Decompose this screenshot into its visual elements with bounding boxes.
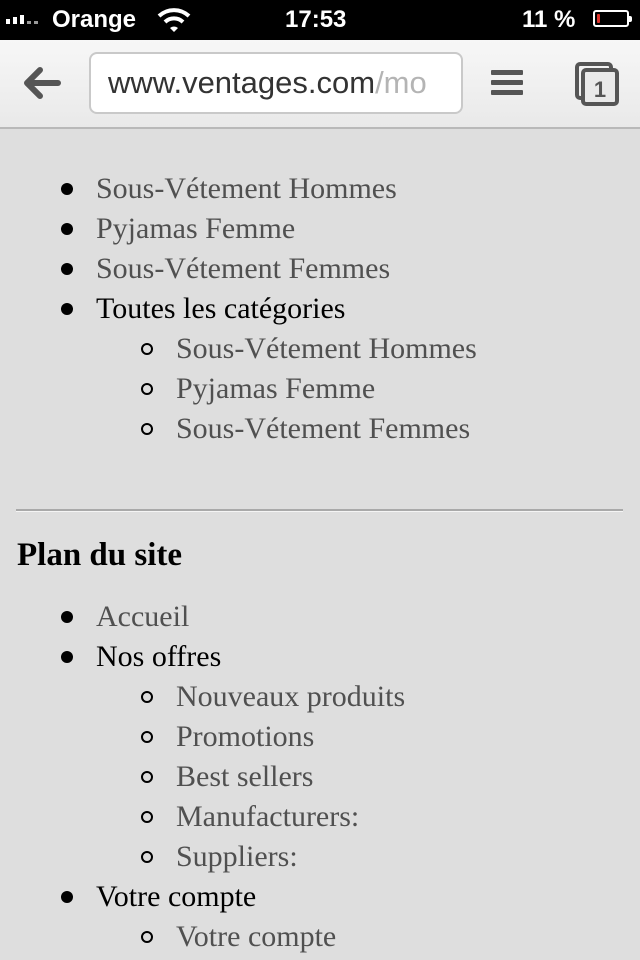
tabs-icon[interactable] <box>574 61 620 107</box>
list-item <box>0 637 640 877</box>
list-item[interactable] <box>0 249 640 289</box>
sitemap-link[interactable]: Nouveaux produits <box>176 680 406 713</box>
sitemap-sublist <box>0 677 640 877</box>
sitemap-group-offres: Nos offres <box>96 640 222 673</box>
sitemap-link[interactable]: Suppliers: <box>176 840 298 873</box>
category-link[interactable]: Sous-Vétement Femmes <box>96 252 391 285</box>
bullet-icon <box>61 263 73 275</box>
sitemap-link[interactable]: Votre compte <box>176 920 337 953</box>
subcategory-list <box>0 329 640 449</box>
battery-level <box>597 14 600 23</box>
subcategory-link[interactable]: Sous-Vétement Hommes <box>176 332 477 365</box>
list-item[interactable] <box>0 757 640 797</box>
circle-bullet-icon <box>141 423 153 435</box>
circle-bullet-icon <box>141 851 153 863</box>
list-item[interactable] <box>0 837 640 877</box>
list-item[interactable] <box>0 917 640 957</box>
list-item <box>0 289 640 449</box>
clock: 17:53 <box>285 6 347 33</box>
category-link[interactable]: Sous-Vétement Hommes <box>96 172 397 205</box>
status-bar <box>0 0 640 40</box>
bullet-icon <box>61 891 73 903</box>
url-path: /mo <box>375 65 427 100</box>
list-item[interactable] <box>0 597 640 637</box>
url-host: www.ventages.com <box>108 65 376 100</box>
circle-bullet-icon <box>141 383 153 395</box>
divider <box>16 509 623 512</box>
list-item[interactable] <box>0 677 640 717</box>
circle-bullet-icon <box>141 691 153 703</box>
subcategory-link[interactable]: Pyjamas Femme <box>176 372 376 405</box>
category-group-label: Toutes les catégories <box>96 292 346 325</box>
sitemap-link-accueil[interactable]: Accueil <box>96 600 190 633</box>
url-bar[interactable] <box>89 52 463 114</box>
category-list <box>0 169 640 449</box>
list-item[interactable] <box>0 717 640 757</box>
list-item[interactable] <box>0 797 640 837</box>
sitemap-title: Plan du site <box>17 537 183 573</box>
back-arrow-icon[interactable] <box>18 60 64 106</box>
list-item[interactable] <box>0 169 640 209</box>
list-item[interactable] <box>0 409 640 449</box>
sitemap-link[interactable]: Promotions <box>176 720 315 753</box>
bullet-icon <box>61 183 73 195</box>
circle-bullet-icon <box>141 931 153 943</box>
circle-bullet-icon <box>141 731 153 743</box>
category-link[interactable]: Pyjamas Femme <box>96 212 296 245</box>
circle-bullet-icon <box>141 811 153 823</box>
sitemap-list <box>0 597 640 957</box>
sitemap-link[interactable]: Manufacturers: <box>176 800 360 833</box>
menu-icon[interactable] <box>489 65 525 101</box>
list-item <box>0 877 640 957</box>
list-item[interactable] <box>0 329 640 369</box>
sitemap-sublist <box>0 917 640 957</box>
carrier-name: Orange <box>52 6 137 33</box>
bullet-icon <box>61 651 73 663</box>
circle-bullet-icon <box>141 771 153 783</box>
sitemap-group-compte: Votre compte <box>96 880 257 913</box>
browser-toolbar <box>0 40 640 129</box>
tab-count: 1 <box>593 77 607 102</box>
signal-strength-icon <box>6 15 38 24</box>
subcategory-link[interactable]: Sous-Vétement Femmes <box>176 412 471 445</box>
circle-bullet-icon <box>141 343 153 355</box>
list-item[interactable] <box>0 369 640 409</box>
list-item[interactable] <box>0 209 640 249</box>
battery-icon <box>593 10 629 27</box>
sitemap-link[interactable]: Best sellers <box>176 760 314 793</box>
bullet-icon <box>61 611 73 623</box>
bullet-icon <box>61 303 73 315</box>
wifi-icon <box>157 6 191 34</box>
battery-percentage: 11 % <box>522 6 576 33</box>
bullet-icon <box>61 223 73 235</box>
